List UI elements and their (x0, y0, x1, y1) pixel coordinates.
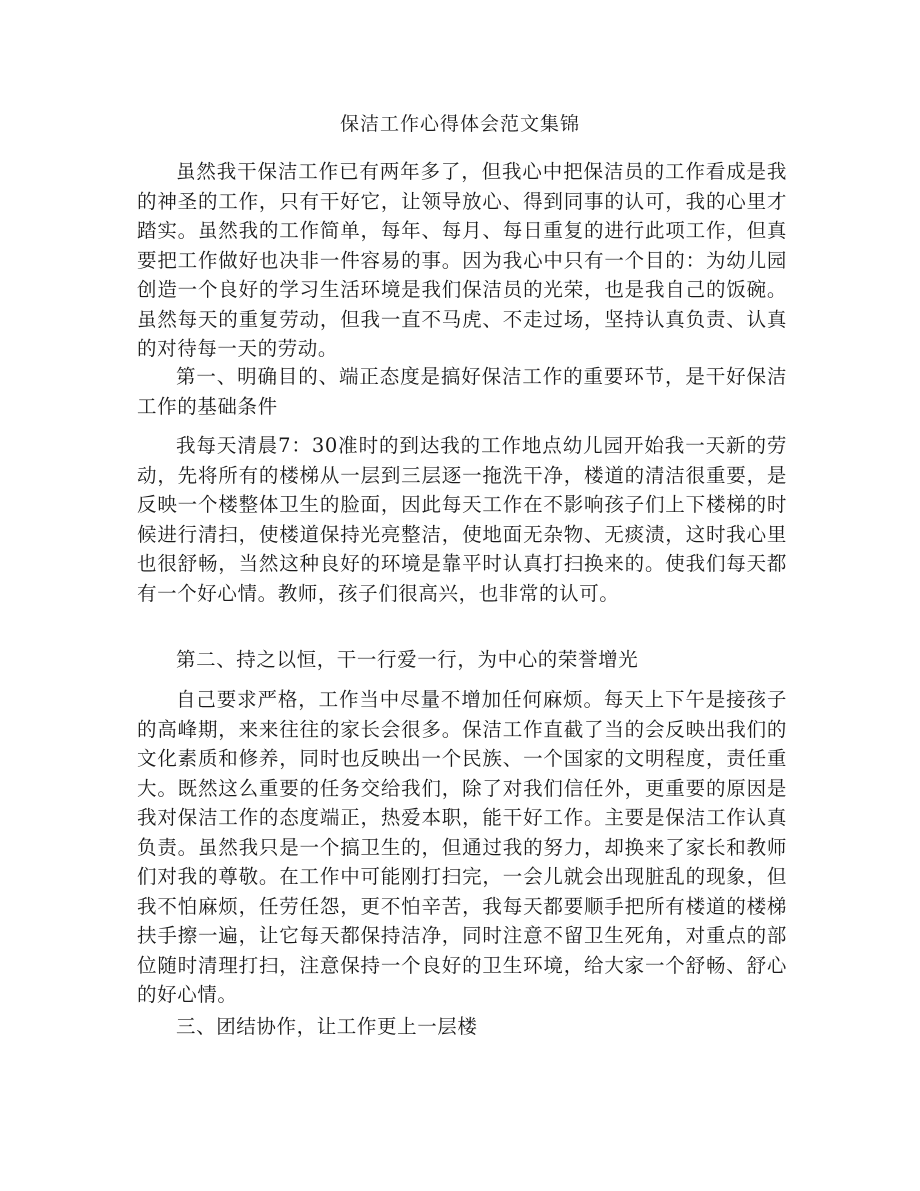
body-paragraph-intro: 虽然我干保洁工作已有两年多了，但我心中把保洁员的工作看成是我的神圣的工作，只有干好它，让领导放心、得到同事的认可，我的心里才踏实。虽然我的工作简单，每年、每月、每日重复的进行此项工作，但真要把工作做好也决非一件容易的事。因为我心中只有一个目的：为幼儿园创造一个良好的学习生活环境是我们保洁员的光荣，也是我自己的饭碗。虽然每天的重复劳动，但我一直不马虎、不走过场，坚持认真负责、认真的对待每一天的劳动。 (137, 160, 787, 360)
document-title: 保洁工作心得体会范文集锦 (339, 113, 580, 135)
section-heading-second: 第二、持之以恒，干一行爱一行，为中心的荣誉增光 (176, 648, 639, 671)
body-paragraph-responsibility: 自己要求严格，工作当中尽量不增加任何麻烦。每天上下午是接孩子的高峰期，来来往往的家长会很多。保洁工作直截了当的会反映出我们的文化素质和修养，同时也反映出一个民族、一个国家的文明程度，责任重大。既然这么重要的任务交给我们，除了对我们信任外，更重要的原因是我对保洁工作的态度端正，热爱本职，能干好工作。主要是保洁工作认真负责。虽然我只是一个搞卫生的，但通过我的努力，却换来了家长和教师们对我的尊敬。在工作中可能刚打扫完，一会儿就会出现脏乱的现象，但我不怕麻烦，任劳任怨，更不怕辛苦，我每天都要顺手把所有楼道的楼梯扶手擦一遍，让它每天都保持洁净，同时注意不留卫生死角，对重点的部位随时清理打扫，注意保持一个良好的卫生环境，给大家一个舒畅、舒心的好心情。 (137, 688, 787, 1006)
section-heading-third: 三、团结协作，让工作更上一层楼 (176, 1015, 478, 1038)
section-heading-first: 第一、明确目的、端正态度是搞好保洁工作的重要环节，是干好保洁工作的基础条件 (137, 365, 787, 418)
body-paragraph-daily-routine: 我每天清晨7：30准时的到达我的工作地点幼儿园开始我一天新的劳动，先将所有的楼梯从一层到三层逐一拖洗干净，楼道的清洁很重要，是反映一个楼整体卫生的脸面，因此每天工作在不影响孩子们上下楼梯的时候进行清扫，使楼道保持光亮整洁，使地面无杂物、无痰渍，这时我心里也很舒畅，当然这种良好的环境是靠平时认真打扫换来的。使我们每天都有一个好心情。教师，孩子们很高兴，也非常的认可。 (137, 434, 787, 605)
